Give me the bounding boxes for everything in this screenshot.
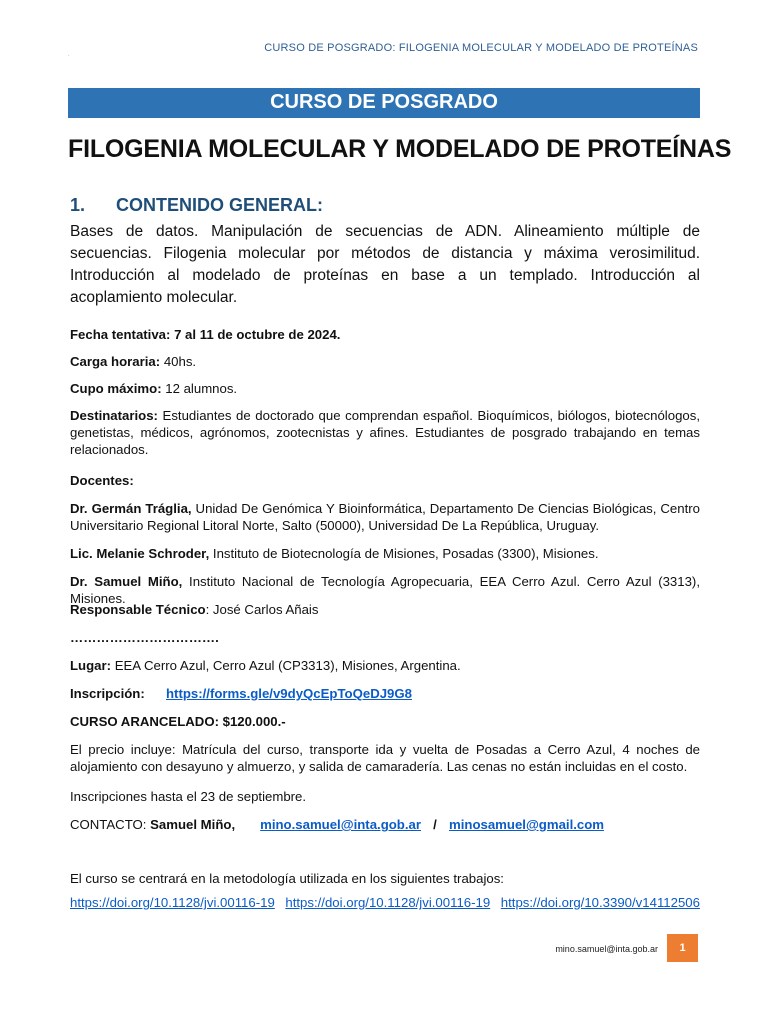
cupo-label: Cupo máximo: [70, 381, 162, 396]
docente-affiliation: Unidad De Genómica Y Bioinformática, Departamento De Ciencias Biológicas, Centro Universitario Regional Litoral Norte, Salto (50000), Universidad De La República, Uruguay. [70, 501, 700, 533]
contacto-line [70, 816, 700, 833]
email-link-inta[interactable]: mino.samuel@inta.gob.ar [260, 817, 421, 832]
section-heading [70, 194, 323, 216]
references-row [70, 895, 700, 910]
arancel-text: CURSO ARANCELADO: $120.000.- [70, 714, 286, 729]
docentes-label: Docentes: [70, 473, 134, 488]
docente-item [70, 500, 700, 534]
inscripcion-link[interactable]: https://forms.gle/v9dyQcEpToQeDJ9G8 [166, 686, 412, 701]
responsable-value: : José Carlos Añais [205, 602, 319, 617]
inscripcion-label: Inscripción: [70, 686, 145, 701]
inscripciones-hasta: Inscripciones hasta el 23 de septiembre. [70, 789, 307, 804]
arancel-line [70, 713, 700, 730]
reference-link[interactable]: https://doi.org/10.1128/jvi.00116-19 [285, 895, 491, 910]
contacto-label: CONTACTO: [70, 817, 151, 832]
fecha-text: Fecha tentativa: 7 al 11 de octubre de 2024. [70, 327, 341, 342]
section-number: 1. [70, 195, 86, 215]
metodologia-text: El curso se centrará en la metodología utilizada en los siguientes trabajos: [70, 871, 504, 886]
precio-text: El precio incluye: Matrícula del curso, transporte ida y vuelta de Posadas a Cerro Azul, 4 noches de alojamiento con desayuno y almuerzo, y salida de camaradería. Las cenas no están incluidas en el costo. [70, 742, 700, 774]
reference-link[interactable]: https://doi.org/10.1128/jvi.00116-19 [70, 895, 275, 910]
lugar-label: Lugar: [70, 658, 112, 673]
email-separator: / [433, 817, 437, 832]
course-banner: CURSO DE POSGRADO [68, 88, 700, 118]
docente-affiliation: Instituto Nacional de Tecnología Agropecuaria, EEA Cerro Azul. Cerro Azul (3313), Misiones. [70, 574, 700, 606]
carga-label: Carga horaria: [70, 354, 161, 369]
carga-line [70, 353, 700, 370]
docente-affiliation: Instituto de Biotecnología de Misiones, Posadas (3300), Misiones. [209, 546, 599, 561]
destinatarios-line [70, 407, 700, 458]
footer-email: mino.samuel@inta.gob.ar [555, 944, 658, 954]
cupo-line [70, 380, 700, 397]
docente-item [70, 545, 700, 562]
lugar-value: EEA Cerro Azul, Cerro Azul (CP3313), Misiones, Argentina. [111, 658, 461, 673]
cupo-value: 12 alumnos. [161, 381, 238, 396]
dots-text: ……………………………. [70, 630, 219, 645]
inscripcion-line [70, 685, 700, 702]
lugar-line [70, 657, 700, 674]
docente-name: Lic. Melanie Schroder, [70, 546, 210, 561]
docentes-heading [70, 472, 700, 489]
section-body: Bases de datos. Manipulación de secuencias de ADN. Alineamiento múltiple de secuencias. Filogenia molecular por métodos de distancia y máxima verosimilitud. Introducción al modelado de proteínas en base a un templado. Introducción al acoplamiento molecular. [70, 223, 700, 306]
page-number-badge: 1 [667, 934, 698, 962]
docente-name: Dr. Samuel Miño, [70, 574, 183, 589]
docente-name: Dr. Germán Tráglia, [70, 501, 192, 516]
fecha-line [70, 326, 700, 343]
dots-separator [70, 629, 700, 646]
header-mark: . [68, 52, 70, 58]
page-title: FILOGENIA MOLECULAR Y MODELADO DE PROTEÍNAS [68, 135, 732, 163]
responsable-line [70, 601, 700, 618]
carga-value: 40hs. [160, 354, 197, 369]
reference-link[interactable]: https://doi.org/10.3390/v14112506 [500, 895, 700, 910]
destinatarios-label: Destinatarios: [70, 408, 158, 423]
section-heading-text: CONTENIDO GENERAL: [116, 195, 323, 215]
destinatarios-value: Estudiantes de doctorado que comprendan español. Bioquímicos, biólogos, biotecnólogos, genetistas, médicos, agrónomos, zootecnistas y afines. Estudiantes de posgrado trabajando en temas relacionados. [70, 408, 700, 457]
email-link-gmail[interactable]: minosamuel@gmail.com [449, 817, 605, 832]
responsable-label: Responsable Técnico [70, 602, 206, 617]
contacto-name: Samuel Miño, [150, 817, 236, 832]
running-header: CURSO DE POSGRADO: FILOGENIA MOLECULAR Y MODELADO DE PROTEÍNAS [264, 42, 698, 54]
